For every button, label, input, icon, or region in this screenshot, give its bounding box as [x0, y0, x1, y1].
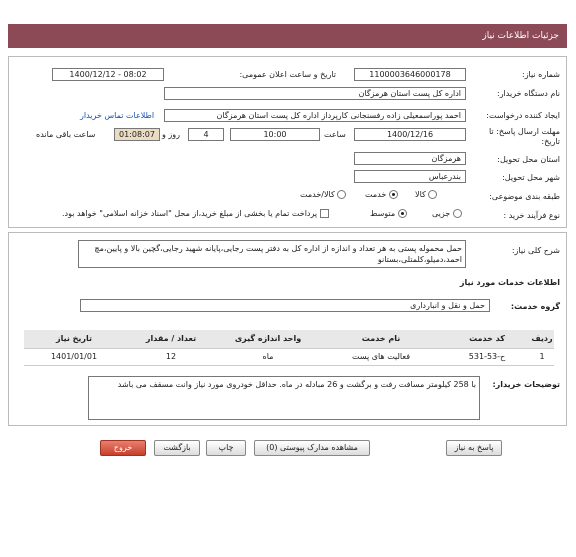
buyer-notes-label: توضیحات خریدار: — [492, 380, 560, 389]
cell-code: ح-53-531 — [444, 348, 530, 365]
table-header-row — [24, 330, 554, 348]
category-label: طبقه بندی موضوعی: — [489, 192, 560, 201]
radio-icon — [453, 209, 462, 218]
services-table — [24, 330, 554, 366]
column-header: کد خدمت — [444, 330, 530, 348]
deadline-time-field: 10:00 — [230, 128, 320, 141]
remaining-time-field: 01:08:07 — [114, 128, 160, 141]
deadline-time-label: ساعت — [324, 130, 346, 139]
description-label: شرح کلی نیاز: — [511, 246, 560, 255]
buyer-contact-link[interactable]: اطلاعات تماس خریدار — [80, 111, 155, 120]
radio-icon — [337, 190, 346, 199]
deadline-label: مهلت ارسال پاسخ: تا تاریخ: — [488, 127, 560, 146]
days-label: روز و — [162, 130, 180, 139]
category-option-goods-service[interactable]: کالا/خدمت — [300, 190, 346, 199]
description-text: حمل محموله پستی به هر تعداد و اندازه از اداره کل به دفتر پست رجایی،پایانه شهید رجایی،گچین بالا و پایین،مچ احمد،دمیلو،کلمتلی،بستانو — [78, 240, 466, 268]
page-header — [8, 24, 567, 48]
back-button[interactable]: بازگشت — [154, 440, 200, 456]
remaining-label: ساعت باقی مانده — [36, 130, 96, 139]
service-group-label: گروه خدمت: — [510, 302, 560, 311]
category-option-service[interactable]: خدمت — [365, 190, 398, 199]
cell-unit: ماه — [218, 348, 318, 365]
attachments-button[interactable]: مشاهده مدارک پیوستی (0) — [254, 440, 370, 456]
province-field: هرمزگان — [354, 152, 466, 165]
column-header: ردیف — [530, 330, 554, 348]
cell-qty: 12 — [124, 348, 218, 365]
exit-button[interactable]: خروج — [100, 440, 146, 456]
process-option-minor[interactable]: جزیی — [432, 209, 462, 218]
buyer-org-label: نام دستگاه خریدار: — [497, 89, 560, 98]
buyer-org-field: اداره کل پست استان هرمزگان — [164, 87, 466, 100]
radio-icon — [428, 190, 437, 199]
checkbox-icon — [320, 209, 329, 218]
cell-row: 1 — [530, 348, 554, 365]
services-section-title: اطلاعات خدمات مورد نیاز — [459, 278, 560, 287]
column-header: واحد اندازه گیری — [218, 330, 318, 348]
deadline-date-field: 1400/12/16 — [354, 128, 466, 141]
requester-field: احمد پوراسمعیلی زاده رفسنجانی کارپرداز اداره کل پست استان هرمزگان — [164, 109, 466, 122]
requester-label: ایجاد کننده درخواست: — [486, 111, 560, 120]
category-option-goods[interactable]: کالا — [415, 190, 437, 199]
process-label: نوع فرآیند خرید : — [503, 211, 560, 220]
radio-selected-icon — [398, 209, 407, 218]
table-row — [24, 348, 554, 365]
page-title: جزئیات اطلاعات نیاز — [482, 31, 559, 41]
cell-date: 1401/01/01 — [24, 348, 124, 365]
city-label: شهر محل تحویل: — [502, 173, 560, 182]
process-option-medium[interactable]: متوسط — [370, 209, 407, 218]
need-number-field: 1100003646000178 — [354, 68, 466, 81]
column-header: نام خدمت — [318, 330, 444, 348]
announce-datetime-label: تاریخ و ساعت اعلان عمومی: — [239, 70, 336, 79]
city-field: بندرعباس — [354, 170, 466, 183]
treasury-payment-option[interactable]: پرداخت تمام یا بخشی از مبلغ خرید،از محل "اسناد خزانه اسلامی" خواهد بود. — [62, 209, 329, 218]
remaining-days-field: 4 — [188, 128, 224, 141]
print-button[interactable]: چاپ — [206, 440, 246, 456]
announce-datetime-field: 1400/12/12 - 08:02 — [52, 68, 164, 81]
column-header: تاریخ نیاز — [24, 330, 124, 348]
service-group-field: حمل و نقل و انبارداری — [80, 299, 490, 312]
radio-selected-icon — [389, 190, 398, 199]
province-label: استان محل تحویل: — [497, 155, 560, 164]
cell-name: فعالیت های پست — [318, 348, 444, 365]
buyer-notes-text: با 258 کیلومتر مسافت رفت و برگشت و 26 مبادله در ماه. حداقل خودروی مورد نیاز وانت مسقف می باشد — [88, 376, 480, 420]
reply-button[interactable]: پاسخ به نیاز — [446, 440, 502, 456]
need-number-label: شماره نیاز: — [522, 70, 560, 79]
column-header: تعداد / مقدار — [124, 330, 218, 348]
